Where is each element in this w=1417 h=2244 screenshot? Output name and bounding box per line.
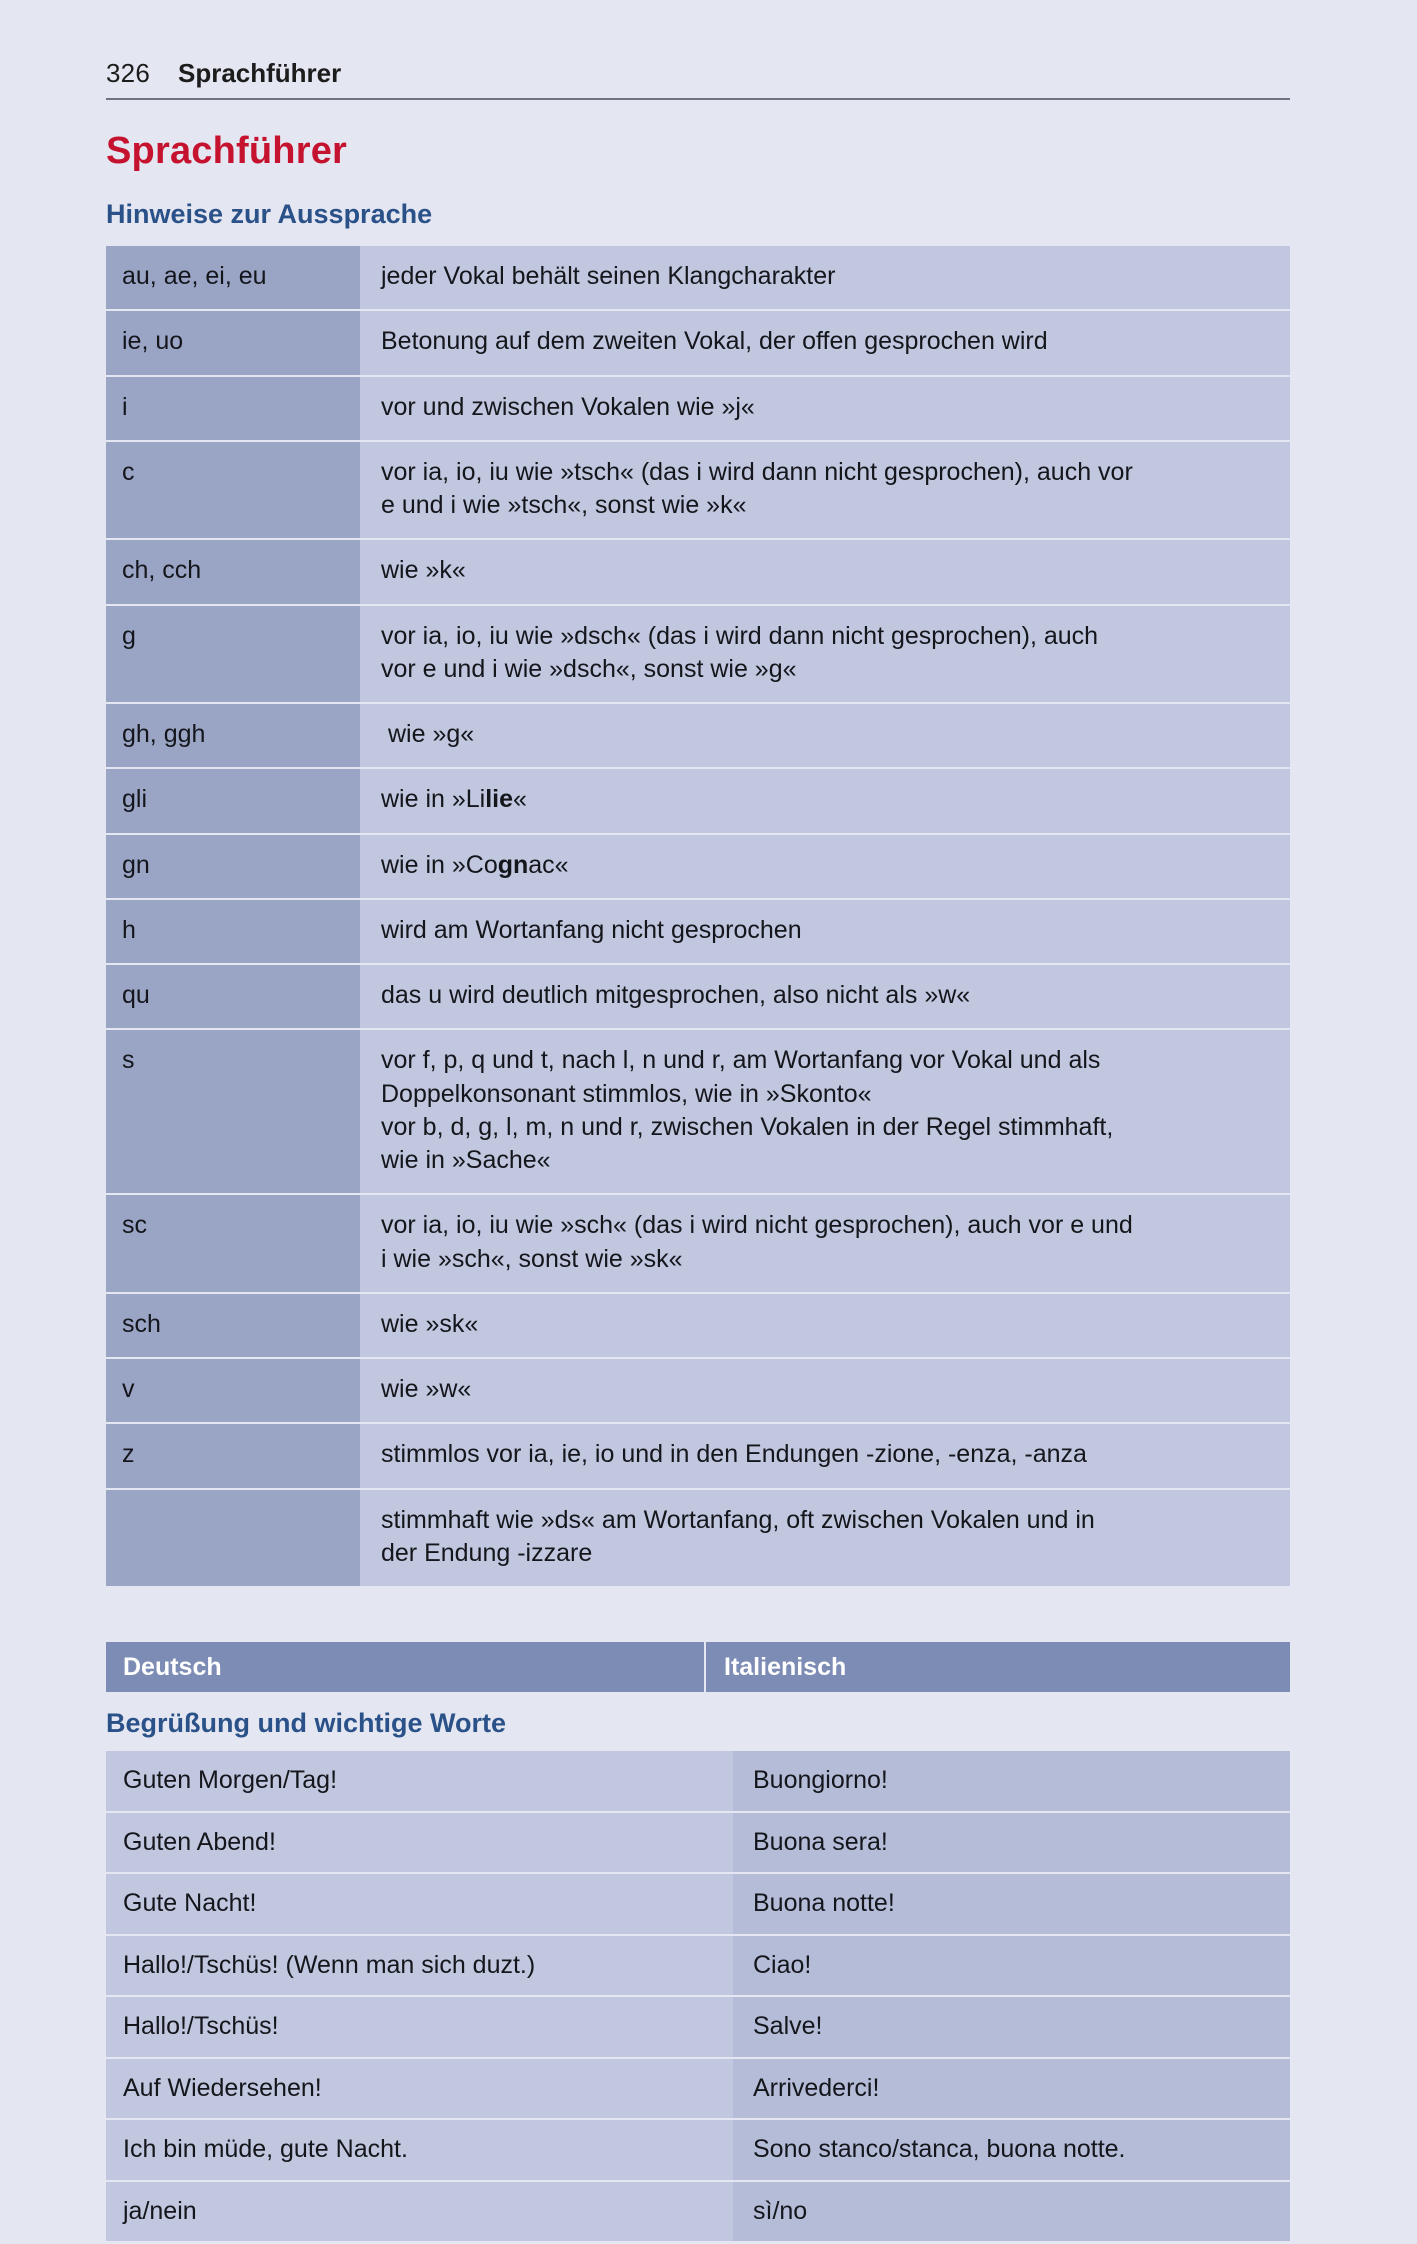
pronunciation-row <box>106 769 1290 832</box>
table-row <box>106 2120 1290 2180</box>
table-row <box>106 1936 1290 1996</box>
phrase-italian: Arrivederci! <box>733 2059 1290 2119</box>
table-row <box>106 2059 1290 2119</box>
pronunciation-row <box>106 835 1290 898</box>
pronunciation-key: qu <box>106 965 360 1028</box>
pronunciation-value: wird am Wortanfang nicht gesprochen <box>360 900 1290 963</box>
page-content <box>106 0 1291 2243</box>
phrase-table-body <box>106 1751 1290 2241</box>
phrase-italian: sì/no <box>733 2182 1290 2242</box>
phrase-italian: Buona notte! <box>733 1874 1290 1934</box>
pronunciation-value: stimmhaft wie »ds« am Wortanfang, oft zwischen Vokalen und in der Endung -izzare <box>360 1490 1290 1587</box>
language-header-band <box>106 1642 1290 1692</box>
phrase-italian: Sono stanco/stanca, buona notte. <box>733 2120 1290 2180</box>
phrase-german: ja/nein <box>106 2182 733 2242</box>
pronunciation-row <box>106 1195 1290 1292</box>
pronunciation-value: vor f, p, q und t, nach l, n und r, am Wortanfang vor Vokal und als Doppelkonsonant stimmlos, wie in »Skonto« vor b, d, g, l, m, n und r, zwischen Vokalen in der Regel stimmhaft, wie in »Sache« <box>360 1030 1290 1193</box>
pronunciation-row <box>106 246 1290 309</box>
running-head <box>106 0 1291 89</box>
pronunciation-key: ch, cch <box>106 540 360 603</box>
pronunciation-row <box>106 900 1290 963</box>
pronunciation-value: wie »g« <box>360 704 1290 767</box>
pronunciation-key: sch <box>106 1294 360 1357</box>
column-header-german: Deutsch <box>106 1642 706 1692</box>
pronunciation-value: vor ia, io, iu wie »sch« (das i wird nicht gesprochen), auch vor e und i wie »sch«, sonst wie »sk« <box>360 1195 1290 1292</box>
pronunciation-value: das u wird deutlich mitgesprochen, also nicht als »w« <box>360 965 1290 1028</box>
pronunciation-key: gh, ggh <box>106 704 360 767</box>
pronunciation-key: ie, uo <box>106 311 360 374</box>
pronunciation-table <box>106 244 1290 1588</box>
table-row <box>106 1997 1290 2057</box>
pronunciation-table-body <box>106 246 1290 1586</box>
phrase-italian: Buongiorno! <box>733 1751 1290 1811</box>
pronunciation-value: vor und zwischen Vokalen wie »j« <box>360 377 1290 440</box>
phrase-german: Auf Wiedersehen! <box>106 2059 733 2119</box>
pronunciation-row <box>106 540 1290 603</box>
pronunciation-row <box>106 606 1290 703</box>
table-row <box>106 2182 1290 2242</box>
pronunciation-value: vor ia, io, iu wie »tsch« (das i wird dann nicht gesprochen), auch vor e und i wie »tsch«, sonst wie »k« <box>360 442 1290 539</box>
phrase-italian: Salve! <box>733 1997 1290 2057</box>
pronunciation-row <box>106 965 1290 1028</box>
pronunciation-heading: Hinweise zur Aussprache <box>106 199 433 229</box>
pronunciation-value: wie in »Cognac« <box>360 835 1290 898</box>
pronunciation-row <box>106 311 1290 374</box>
pronunciation-value: Betonung auf dem zweiten Vokal, der offen gesprochen wird <box>360 311 1290 374</box>
pronunciation-row <box>106 704 1290 767</box>
phrase-german: Ich bin müde, gute Nacht. <box>106 2120 733 2180</box>
phrase-german: Hallo!/Tschüs! <box>106 1997 733 2057</box>
pronunciation-key: au, ae, ei, eu <box>106 246 360 309</box>
pronunciation-key: s <box>106 1030 360 1193</box>
pronunciation-value: jeder Vokal behält seinen Klangcharakter <box>360 246 1290 309</box>
table-gap <box>106 1588 1291 1642</box>
pronunciation-value: vor ia, io, iu wie »dsch« (das i wird dann nicht gesprochen), auch vor e und i wie »dsch«, sonst wie »g« <box>360 606 1290 703</box>
pronunciation-row <box>106 1424 1290 1487</box>
pronunciation-value: wie »sk« <box>360 1294 1290 1357</box>
column-header-italian: Italienisch <box>724 1652 847 1681</box>
phrases-heading: Begrüßung und wichtige Worte <box>106 1708 506 1738</box>
pronunciation-row <box>106 442 1290 539</box>
phrase-german: Hallo!/Tschüs! (Wenn man sich duzt.) <box>106 1936 733 1996</box>
phrase-german: Guten Abend! <box>106 1813 733 1873</box>
header-rule <box>106 98 1290 100</box>
pronunciation-key <box>106 1490 360 1587</box>
pronunciation-row <box>106 1030 1290 1193</box>
pronunciation-row <box>106 1490 1290 1587</box>
table-row <box>106 1751 1290 1811</box>
page-title: Sprachführer <box>106 130 348 172</box>
phrase-italian: Buona sera! <box>733 1813 1290 1873</box>
phrase-german: Gute Nacht! <box>106 1874 733 1934</box>
pronunciation-key: z <box>106 1424 360 1487</box>
pronunciation-value: wie »k« <box>360 540 1290 603</box>
pronunciation-key: gli <box>106 769 360 832</box>
pronunciation-key: h <box>106 900 360 963</box>
table-row <box>106 1813 1290 1873</box>
pronunciation-key: sc <box>106 1195 360 1292</box>
running-head-title: Sprachführer <box>177 58 342 88</box>
pronunciation-key: i <box>106 377 360 440</box>
pronunciation-row <box>106 377 1290 440</box>
pronunciation-row <box>106 1359 1290 1422</box>
pronunciation-value: wie »w« <box>360 1359 1290 1422</box>
phrase-german: Guten Morgen/Tag! <box>106 1751 733 1811</box>
pronunciation-value: wie in »Lilie« <box>360 769 1290 832</box>
pronunciation-value: stimmlos vor ia, ie, io und in den Endungen -zione, -enza, -anza <box>360 1424 1290 1487</box>
phrase-table <box>106 1749 1290 2243</box>
pronunciation-key: g <box>106 606 360 703</box>
pronunciation-row <box>106 1294 1290 1357</box>
pronunciation-key: c <box>106 442 360 539</box>
page-number: 326 <box>106 58 150 88</box>
pronunciation-key: gn <box>106 835 360 898</box>
table-row <box>106 1874 1290 1934</box>
phrase-italian: Ciao! <box>733 1936 1290 1996</box>
pronunciation-key: v <box>106 1359 360 1422</box>
page-margin-strip <box>0 0 74 2244</box>
